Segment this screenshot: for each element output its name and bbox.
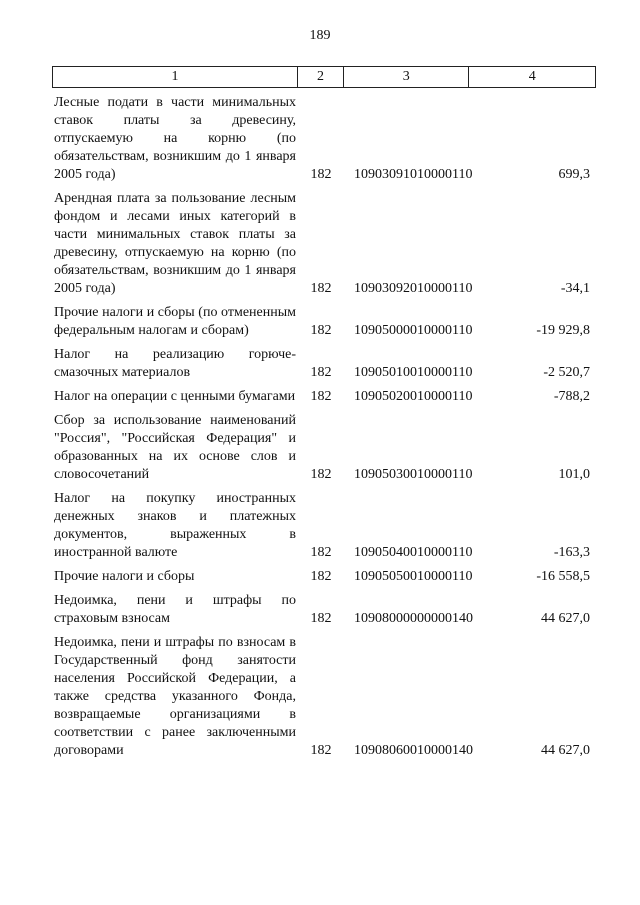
row-budget-code: 10908060010000140	[354, 743, 473, 758]
row-amount: -2 520,7	[543, 365, 590, 380]
row-description: Недоимка, пени и штрафы по взносам в Государственный фонд занятости населения Российской Федерации, а также средства указанного Фонда, возвращаемые организациями в соответствии с ранее заключенными договорами	[54, 635, 296, 758]
row-budget-code: 10905030010000110	[354, 467, 473, 482]
row-admin-code: 182	[310, 569, 332, 584]
row-admin-code: 182	[310, 611, 332, 626]
row-amount: -788,2	[553, 389, 590, 404]
row-budget-code: 10905020010000110	[354, 389, 473, 404]
row-budget-code: 10905010010000110	[354, 365, 473, 380]
header-col-1: 1	[53, 67, 298, 87]
row-budget-code: 10908000000000140	[354, 611, 473, 626]
row-admin-code: 182	[310, 743, 332, 758]
row-description: Лесные подати в части минимальных ставок платы за древесину, отпускаемую на корню (по обязательствам, возникшим до 1 января 2005 года)	[54, 95, 296, 182]
row-amount: 44 627,0	[541, 611, 590, 626]
row-admin-code: 182	[310, 545, 332, 560]
row-budget-code: 10905000010000110	[354, 323, 473, 338]
table-row	[52, 490, 596, 562]
row-amount: -163,3	[553, 545, 590, 560]
row-description: Арендная плата за пользование лесным фондом и лесами иных категорий в части минимальных ставок платы за древесину, отпускаемую на корню (по обязательствам, возникшим до 1 января 2005 года)	[54, 191, 296, 296]
row-amount: -34,1	[560, 281, 590, 296]
row-amount: 699,3	[558, 167, 590, 182]
row-amount: 101,0	[558, 467, 590, 482]
row-description: Прочие налоги и сборы (по отмененным федеральным налогам и сборам)	[54, 305, 296, 338]
table-row	[52, 94, 596, 184]
row-budget-code: 10905040010000110	[354, 545, 473, 560]
row-amount: -16 558,5	[536, 569, 590, 584]
table-body	[52, 94, 596, 760]
header-col-4: 4	[528, 69, 536, 84]
row-budget-code: 10903092010000110	[354, 281, 473, 296]
table-row	[52, 634, 596, 760]
row-admin-code: 182	[310, 389, 332, 404]
row-amount: -19 929,8	[536, 323, 590, 338]
row-budget-code: 10903091010000110	[354, 167, 473, 182]
table-row	[52, 388, 596, 406]
row-description: Сбор за использование наименований "Россия", "Российская Федерация" и образованных на их основе слов и словосочетаний	[54, 413, 296, 482]
row-admin-code: 182	[310, 281, 332, 296]
row-description: Прочие налоги и сборы	[54, 569, 195, 584]
row-description: Налог на покупку иностранных денежных знаков и платежных документов, выраженных в иностранной валюте	[54, 491, 296, 560]
row-description: Налог на операции с ценными бумагами	[54, 389, 296, 404]
header-col-2: 2	[298, 67, 344, 87]
table-header	[52, 66, 596, 88]
header-col-3: 3	[344, 67, 470, 87]
row-admin-code: 182	[310, 467, 332, 482]
table-row	[52, 346, 596, 382]
table-row	[52, 304, 596, 340]
row-description: Налог на реализацию горюче-смазочных материалов	[54, 347, 296, 380]
row-admin-code: 182	[310, 167, 332, 182]
table-row	[52, 568, 596, 586]
row-admin-code: 182	[310, 323, 332, 338]
table-row	[52, 190, 596, 298]
row-amount: 44 627,0	[541, 743, 590, 758]
table-row	[52, 592, 596, 628]
row-budget-code: 10905050010000110	[354, 569, 473, 584]
row-description: Недоимка, пени и штрафы по страховым взносам	[54, 593, 296, 626]
page-number: 189	[309, 28, 331, 43]
row-admin-code: 182	[310, 365, 332, 380]
table-row	[52, 412, 596, 484]
